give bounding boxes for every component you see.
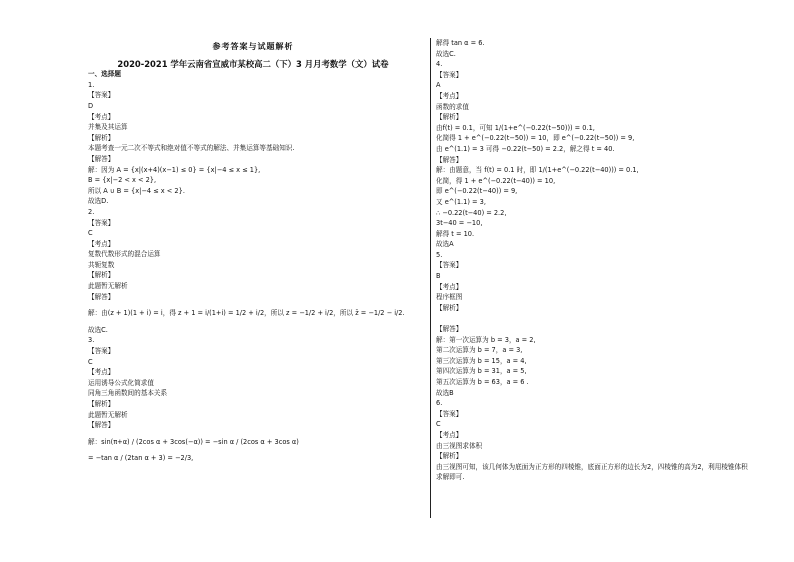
q5-answer: B [436, 272, 441, 281]
q1-number: 1. [88, 80, 95, 89]
q3-solution-heading: 【解答】 [88, 421, 115, 430]
q1-answer: D [88, 101, 94, 110]
q5-solution-line: 第二次运算为 b = 7，a = 3, [436, 346, 523, 355]
q2-keypoint: 复数代数形式的混合运算 [88, 250, 161, 259]
q5-number: 5. [436, 250, 443, 259]
q3-answer: C [88, 357, 93, 366]
q3-keypoint: 同角三角函数间的基本关系 [88, 389, 168, 398]
q3-solution-line: 解：sin(π+α) / (2cos α + 3cos(−α)) = −sin α / (2cos α + 3cos α) [88, 437, 299, 446]
q5-solution-line: 解：第一次运算为 b = 3，a = 2, [436, 335, 536, 344]
column-divider [430, 38, 431, 518]
q4-keypoint-heading: 【考点】 [436, 91, 463, 100]
q4-solution-line: 故选A [436, 240, 454, 249]
q6-keypoint-heading: 【考点】 [436, 430, 463, 439]
q2-keypoint: 共轭复数 [88, 260, 115, 269]
left-column [88, 0, 418, 464]
q1-analysis: 本题考查一元二次不等式和绝对值不等式的解法、并集运算等基础知识. [88, 144, 295, 153]
exam-title: 2020-2021 学年云南省宣威市某校高二（下）3 月月考数学（文）试卷 [117, 58, 389, 69]
q3-number: 3. [88, 336, 95, 345]
q5-keypoint-heading: 【考点】 [436, 282, 463, 291]
q4-analysis-line: 由 e^(1.1) = 3 可得 −0.22(t−50) = 2.2，解之得 t = 40. [436, 144, 615, 153]
q6-analysis-line: 求解即可. [436, 473, 465, 482]
q4-solution-line: 化简，得 1 + e^(−0.22(t−40)) = 10, [436, 176, 556, 185]
q1-solution-line: 故选D. [88, 197, 109, 206]
q1-solution-line: 所以 A ∪ B = {x|−4 ≤ x < 2}. [88, 186, 185, 195]
q5-solution-line: 第四次运算为 b = 31，a = 5, [436, 367, 527, 376]
q2-keypoint-heading: 【考点】 [88, 239, 115, 248]
q6-answer: C [436, 420, 441, 429]
section-heading: 一、选择题 [88, 70, 121, 79]
q2-solution-line: 解：由(z + 1)(1 + i) = i，得 z + 1 = i/(1+i) = 1/2 + i/2，所以 z = −1/2 + i/2，所以 z̄ = −1/2 − i/2. [88, 309, 405, 318]
q4-solution-line: ∴ −0.22(t−40) = 2.2, [436, 208, 507, 217]
q6-keypoint: 由三视图求体积 [436, 441, 483, 450]
q2-solution-line: 故选C. [88, 325, 108, 334]
doc-title: 参考答案与试题解析 [212, 42, 294, 51]
q3-answer-heading: 【答案】 [88, 347, 115, 356]
q2-answer-heading: 【答案】 [88, 218, 115, 227]
q1-solution-heading: 【解答】 [88, 154, 115, 163]
q3-analysis-heading: 【解析】 [88, 400, 115, 408]
q1-keypoint-heading: 【考点】 [88, 112, 115, 121]
q4-number: 4. [436, 60, 443, 69]
q5-solution-heading: 【解答】 [436, 325, 463, 334]
q4-answer: A [436, 81, 441, 90]
q6-analysis-heading: 【解析】 [436, 452, 463, 461]
q5-solution-line: 故选B [436, 388, 454, 397]
q6-answer-heading: 【答案】 [436, 409, 463, 418]
q2-solution-heading: 【解答】 [88, 292, 115, 301]
q4-answer-heading: 【答案】 [436, 70, 463, 79]
q1-answer-heading: 【答案】 [88, 91, 115, 100]
q4-solution-heading: 【解答】 [436, 155, 463, 164]
q1-solution-line: 解：因为 A = {x|(x+4)(x−1) ≤ 0} = {x|−4 ≤ x ≤ 1}, [88, 165, 261, 174]
q2-answer: C [88, 229, 93, 238]
q5-answer-heading: 【答案】 [436, 261, 463, 270]
q1-solution-line: B = {x|−2 < x < 2}, [88, 176, 157, 185]
q4-solution-line: 解：由题意，当 f(t) = 0.1 时，即 1/(1+e^(−0.22(t−40))) = 0.1, [436, 166, 639, 175]
q5-solution-line: 第三次运算为 b = 15，a = 4, [436, 356, 527, 365]
q4-solution-line: 3t−40 = −10, [436, 219, 483, 228]
q4-analysis-heading: 【解析】 [436, 113, 463, 122]
q4-solution-line: 解得 t = 10. [436, 229, 475, 238]
q5-analysis-heading: 【解析】 [436, 303, 463, 312]
q3-conclusion: 故选C. [436, 49, 456, 58]
q3-solution-line: = −tan α / (2tan α + 3) = −2/3, [88, 454, 194, 463]
q2-analysis: 此题暂无解析 [88, 282, 128, 291]
q6-number: 6. [436, 399, 443, 408]
q3-analysis: 此题暂无解析 [88, 410, 128, 419]
q2-number: 2. [88, 207, 95, 216]
q3-solution-continued: 解得 tan α = 6. [436, 39, 485, 47]
q5-solution-line: 第五次运算为 b = 63，a = 6 . [436, 378, 529, 386]
right-column [436, 0, 776, 483]
q1-analysis-heading: 【解析】 [88, 133, 115, 142]
q3-keypoint-heading: 【考点】 [88, 368, 115, 377]
q4-analysis-line: 由f(t) = 0.1，可知 1/(1+e^(−0.22(t−50))) = 0.1, [436, 123, 595, 132]
q5-keypoint: 程序框图 [436, 293, 463, 302]
q4-keypoint: 函数的求值 [436, 102, 469, 111]
q4-analysis-line: 化简得 1 + e^(−0.22(t−50)) = 10，即 e^(−0.22(t−50)) = 9, [436, 134, 635, 143]
q6-analysis-line: 由三视图可知，该几何体为底面为正方形的四棱锥，底面正方形的边长为2，四棱锥的高为2，利用棱锥体积 [436, 462, 748, 471]
q1-keypoint: 并集及其运算 [88, 123, 128, 132]
q3-keypoint: 运用诱导公式化简求值 [88, 378, 154, 387]
q2-analysis-heading: 【解析】 [88, 271, 115, 280]
q4-solution-line: 即 e^(−0.22(t−40)) = 9, [436, 187, 518, 196]
q4-solution-line: 又 e^(1.1) = 3, [436, 197, 486, 206]
